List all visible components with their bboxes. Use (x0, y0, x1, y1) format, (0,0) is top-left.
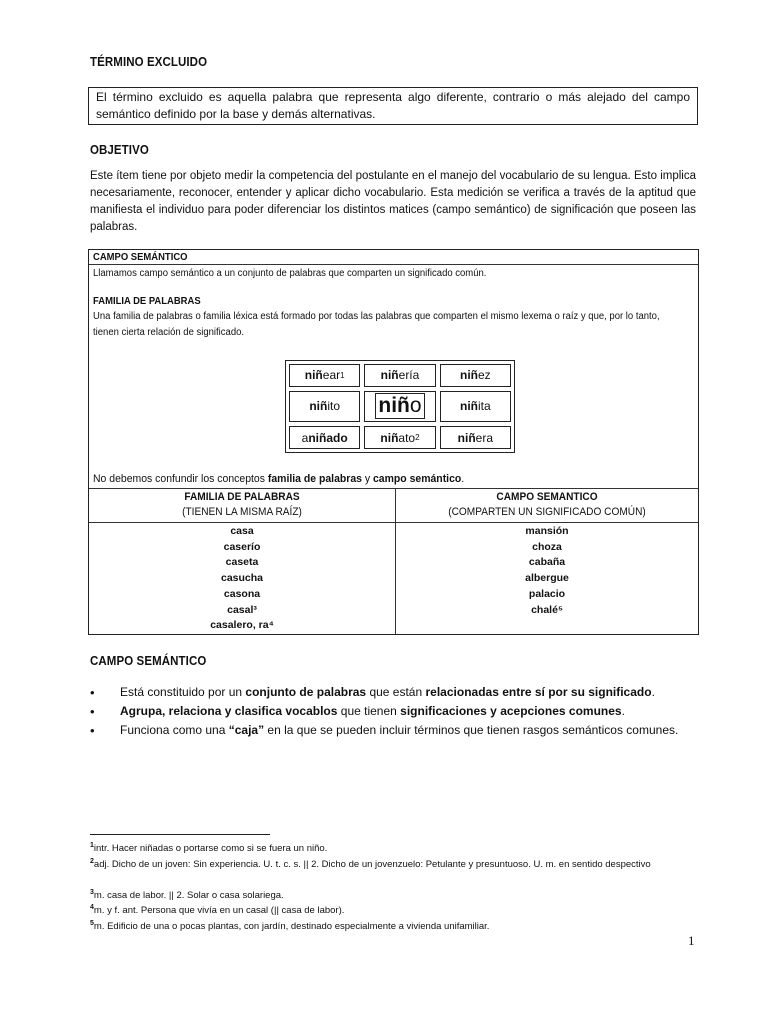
familia-column-header: FAMILIA DE PALABRAS (TIENEN LA MISMA RAÍZ) (182, 491, 302, 518)
word-cell: niñ ato 2 (364, 426, 435, 449)
list-item: chalé⁵ (531, 603, 563, 616)
list-item: caserío (223, 540, 261, 553)
confusion-warning: No debemos confundir los conceptos familia de palabras y campo semántico. (93, 473, 465, 485)
page-number: 1 (688, 933, 695, 948)
list-item: • Agrupa, relaciona y clasifica vocablos que tienen significaciones y acepciones comunes. (90, 702, 710, 721)
familia-definition: Una familia de palabras o familia léxica está formado por todas las palabras que comparten el mismo lexema o raíz y que, por lo tanto, tienen cierta relación de significado. (93, 311, 660, 338)
footnote-separator (90, 834, 270, 835)
list-item: mansión (525, 525, 569, 537)
list-item: casa (230, 525, 254, 537)
footnote-1: $^1$intr. Hacer niñadas o portarse como si se fuera un niño. (90, 842, 328, 855)
word-family-grid (285, 360, 515, 453)
list-item: casalero, ra⁴ (210, 619, 274, 632)
word-cell: niñ era (440, 426, 511, 449)
list-item: casucha (220, 572, 264, 585)
list-item: choza (532, 540, 562, 553)
campo-semantico-definition: Llamamos campo semántico a un conjunto de palabras que comparten un significado común. (93, 268, 487, 279)
list-item: cabaña (528, 556, 566, 569)
definition-box: El término excluido es aquella palabra que representa algo diferente, contrario o más alejado del campo semántico definido por la base y demás alternativas. (88, 87, 698, 125)
word-cell: niñ ito (289, 391, 360, 422)
campo-semantico-bullets (90, 683, 710, 740)
heading-campo-semantico: CAMPO SEMÁNTICO (90, 654, 207, 668)
footnote-2: $^2$adj. Dicho de un joven: Sin experiencia. U. t. c. s. || 2. Dicho de un jovenzuelo: Petulante y presuntuoso. U. m. en sentido despectivo (90, 858, 651, 871)
list-item: palacio (528, 587, 566, 600)
compare-head-rule (89, 522, 698, 523)
word-cell: niñ ería (364, 364, 435, 387)
word-cell: niñ ear 1 (289, 364, 360, 387)
list-item: • Está constituido por un conjunto de palabras que están relacionadas entre sí por su significado. (90, 683, 710, 702)
heading-termino-excluido: TÉRMINO EXCLUIDO (90, 55, 208, 69)
campo-column-header: CAMPO SEMANTICO (COMPARTEN UN SIGNIFICADO COMÚN) (448, 491, 646, 518)
root-word-cell: niño (364, 391, 435, 422)
familia-subheading: FAMILIA DE PALABRAS (93, 295, 201, 307)
word-cell: niñ ita (440, 391, 511, 422)
footnote-3: $^3$m. casa de labor. || 2. Solar o casa solariega. (90, 889, 284, 902)
campo-semantico-subheading: CAMPO SEMÁNTICO (93, 251, 188, 263)
list-item: • Funciona como una “caja” en la que se pueden incluir términos que tienen rasgos semánticos comunes. (90, 721, 710, 740)
word-cell: niñ ez (440, 364, 511, 387)
list-item: casal³ (227, 603, 257, 616)
heading-objetivo: OBJETIVO (90, 143, 149, 157)
footnote-4: $^4$m. y f. ant. Persona que vivía en un casal (|| casa de labor). (90, 904, 345, 917)
familia-word-list (89, 524, 395, 634)
compare-top-rule (89, 488, 698, 489)
footnote-5: $^5$m. Edificio de una o pocas plantas, con jardín, destinado especialmente a vivienda unifamiliar. (90, 920, 490, 933)
word-cell: a niñado (289, 426, 360, 449)
list-item: albergue (525, 572, 569, 585)
objetivo-paragraph: Este ítem tiene por objeto medir la competencia del postulante en el manejo del vocabulario de su lengua. Esto implica necesariamente, reconocer, entender y aplicar dicho vocabulario. Esta medición se verifica a través de la aptitud que manifiesta el individuo para poder diferenciar los distintos matices (campo semántico) de significación que poseen las palabras. (90, 170, 696, 233)
list-item: caseta (225, 556, 259, 569)
campo-word-list (396, 524, 698, 618)
list-item: casona (223, 587, 261, 600)
box-divider (89, 264, 698, 265)
